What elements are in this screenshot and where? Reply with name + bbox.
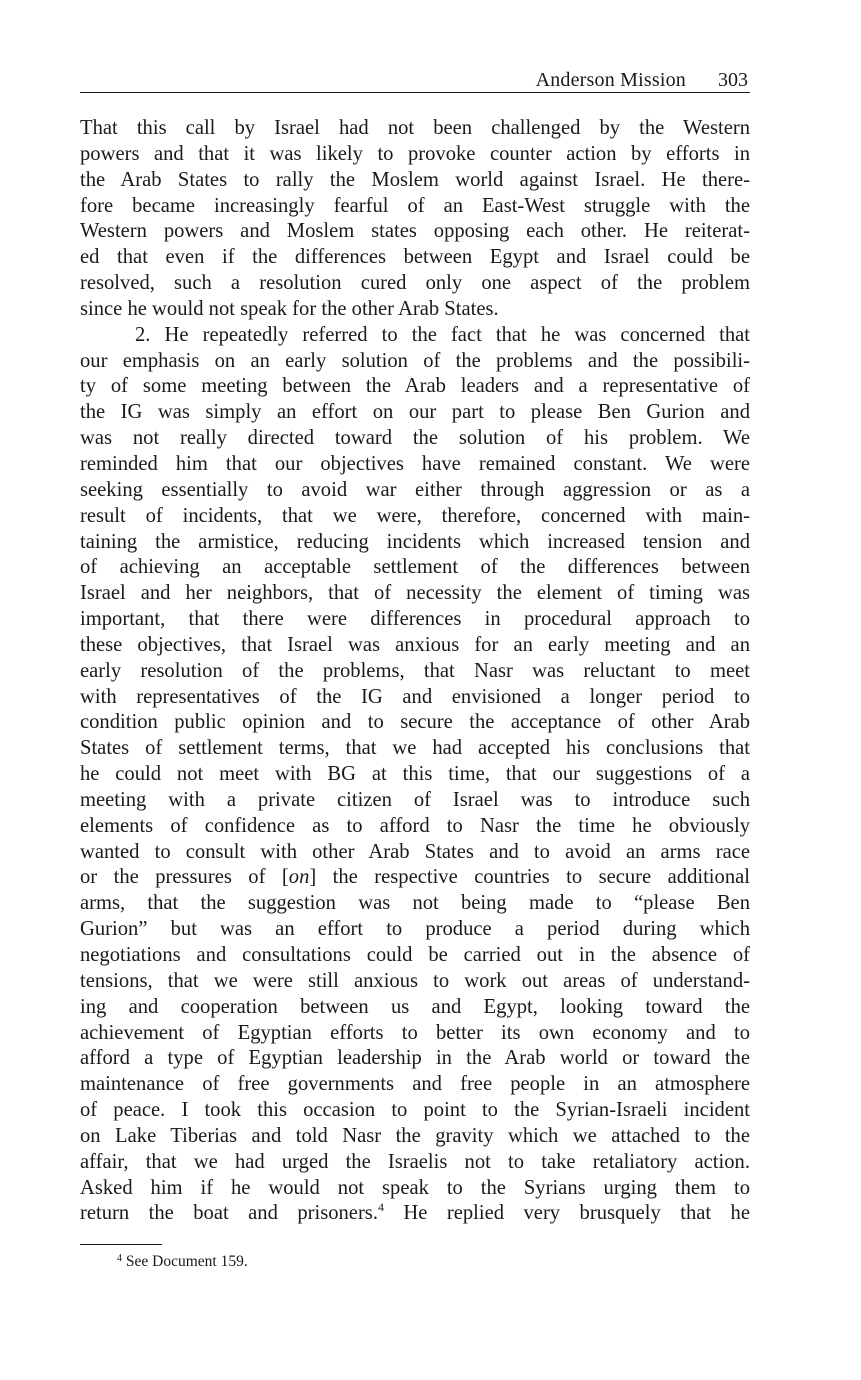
text-line: was not really directed toward the solution of his problem. We [80,427,750,450]
text-line-with-footnote-ref [80,1201,750,1227]
text-line: of peace. I took this occasion to point to the Syrian-Israeli incident [80,1099,750,1122]
text-line: Asked him if he would not speak to the Syrians urging them to [80,1176,750,1199]
text-line: That this call by Israel had not been challenged by the Western [80,117,750,139]
text-line: Israel and her neighbors, that of necessity the element of timing was [80,582,750,605]
text-line: wanted to consult with other Arab States and to avoid an arms race [80,840,750,863]
text-line: 2. He repeatedly referred to the fact that he was concerned that [135,323,750,346]
text-line: condition public opinion and to secure the acceptance of other Arab [80,711,750,734]
text-line: Gurion” but was an effort to produce a period during which [80,918,750,941]
footnote-text: See Document 159. [125,1253,248,1270]
text-line: meeting with a private citizen of Israel was to introduce such [80,788,750,811]
text-line: of achieving an acceptable settlement of the differences between [80,556,750,579]
text-line: early resolution of the problems, that Nasr was reluctant to meet [80,659,750,682]
text-line: resolved, such a resolution cured only one aspect of the problem [80,272,750,295]
text-segment: He replied very brusquely that he [383,1202,750,1225]
text-line: affair, that we had urged the Israelis not to take retaliatory action. [80,1150,750,1173]
text-line: elements of confidence as to afford to Nasr the time he obviously [80,814,750,837]
text-line: States of settlement terms, that we had accepted his conclusions that [80,737,750,760]
text-line: ty of some meeting between the Arab leaders and a representative of [80,375,750,398]
running-title: Anderson Mission [535,69,686,91]
text-line: arms, that the suggestion was not being made to “please Ben [80,892,750,915]
body-text [80,116,750,1227]
text-line: our emphasis on an early solution of the problems and the possibili- [80,349,750,372]
footnote-divider [80,1244,162,1245]
text-line: tensions, that we were still anxious to work out areas of understand- [80,969,750,992]
text-line: afford a type of Egyptian leadership in the Arab world or toward the [80,1047,750,1070]
text-line: ing and cooperation between us and Egypt, looking toward the [80,995,750,1018]
footnote-reference[interactable]: 4 [377,1200,384,1215]
text-line: maintenance of free governments and free people in an atmosphere [80,1073,750,1096]
text-line: the IG was simply an effort on our part to please Ben Gurion and [80,401,750,424]
text-line: with representatives of the IG and envisioned a longer period to [80,685,750,708]
text-line: ed that even if the differences between Egypt and Israel could be [80,246,750,269]
text-line: reminded him that our objectives have remained constant. We were [80,452,750,475]
text-line: powers and that it was likely to provoke counter action by efforts in [80,142,750,165]
text-line: the Arab States to rally the Moslem world against Israel. He there- [80,168,750,191]
text-line: important, that there were differences in procedural approach to [80,608,750,631]
text-segment: return the boat and prisoners. [80,1202,378,1225]
text-line: on Lake Tiberias and told Nasr the gravity which we attached to the [80,1124,750,1147]
text-line: result of incidents, that we were, therefore, concerned with main- [80,504,750,527]
text-line: fore became increasingly fearful of an East-West struggle with the [80,194,750,217]
text-line: he could not meet with BG at this time, that our suggestions of a [80,763,750,786]
text-line: these objectives, that Israel was anxious for an early meeting and an [80,633,750,656]
text-line: since he would not speak for the other Arab States. [80,297,499,320]
editorial-insertion: on [288,866,310,889]
running-header [80,66,750,93]
page-number: 303 [718,69,748,91]
text-line: taining the armistice, reducing incidents which increased tension and [80,530,750,553]
footnote-marker: 4 [117,1253,122,1264]
text-line: seeking essentially to avoid war either through aggression or as a [80,478,750,501]
footnote [117,1252,248,1272]
text-line: or the pressures of [on] the respective countries to secure additional [80,866,750,889]
text-line: achievement of Egyptian efforts to better its own economy and to [80,1021,750,1044]
text-line: Western powers and Moslem states opposing each other. He reiterat- [80,220,750,243]
text-line: negotiations and consultations could be carried out in the absence of [80,944,750,966]
